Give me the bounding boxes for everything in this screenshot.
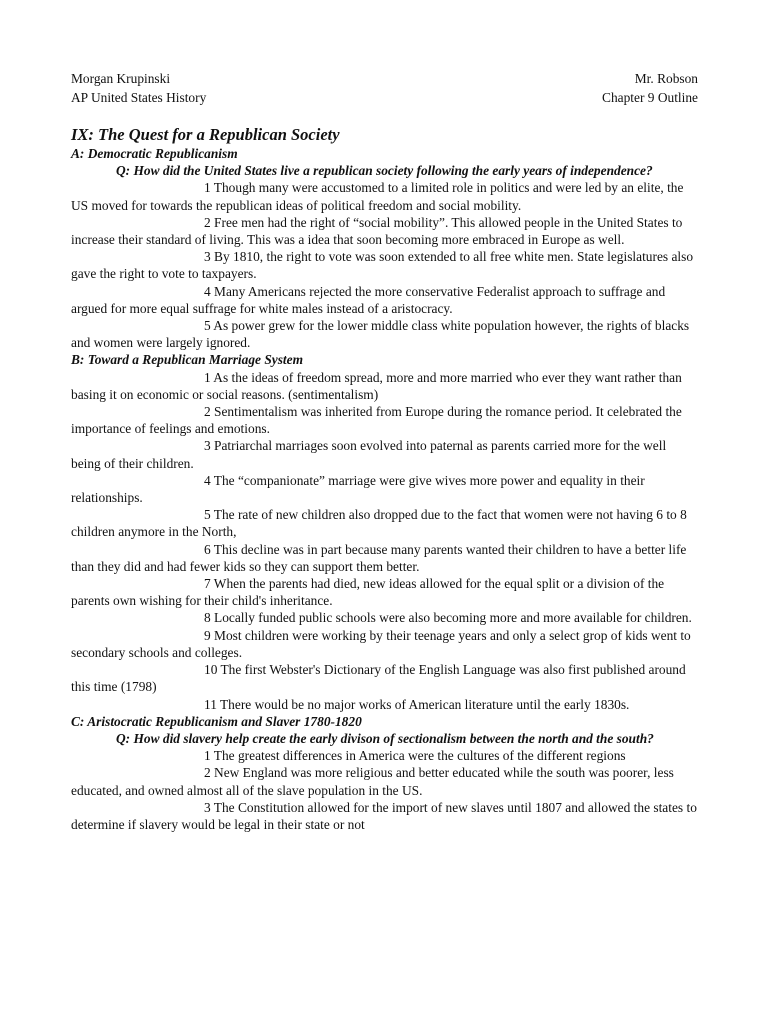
section-heading-a: A: Democratic Republicanism xyxy=(71,146,238,161)
outline-item: 6 This decline was in part because many parents wanted their children to have a better life than they did and had fewer kids so they can support them better. xyxy=(71,541,687,574)
outline-item: 5 As power grew for the lower middle class white population however, the rights of blacks and women were largely ignored. xyxy=(71,318,690,351)
outline-item: 9 Most children were working by their teenage years and only a select grop of kids went to secondary schools and colleges. xyxy=(71,627,691,660)
section-question-c: Q: How did slavery help create the early divison of sectionalism between the north and the south? xyxy=(116,730,654,746)
outline-item: 4 The “companionate” marriage were give wives more power and equality in their relationships. xyxy=(71,472,645,506)
course-name: AP United States History xyxy=(71,90,207,105)
outline-item: 1 As the ideas of freedom spread, more and more married who ever they want rather than basing it on economic or social reasons. (sentimentalism) xyxy=(71,369,682,402)
outline-item: 11 There would be no major works of American literature until the early 1830s. xyxy=(204,696,630,712)
section-heading-b: B: Toward a Republican Marriage System xyxy=(71,352,304,368)
outline-item: 2 New England was more religious and better educated while the south was poorer, less educated, and owned almost all of the slave population in the US. xyxy=(71,765,674,798)
outline-item: 5 The rate of new children also dropped due to the fact that women were not having 6 to 8 children anymore in the North, xyxy=(71,507,687,540)
outline-item: 4 Many Americans rejected the more conservative Federalist approach to suffrage and argued for more equal suffrage for white males instead of a aristocracy. xyxy=(71,283,666,316)
outline-item: 2 Free men had the right of “social mobility”. This allowed people in the United States to increase their standard of living. This was a idea that soon becoming more embraced in Europe as well. xyxy=(71,214,683,248)
author-name: Morgan Krupinski xyxy=(71,71,171,86)
outline-item: 3 The Constitution allowed for the import of new slaves until 1807 and allowed the states to determine if slavery would be legal in their state or not xyxy=(71,799,697,832)
section-question-a: Q: How did the United States live a republican society following the early years of independence? xyxy=(116,163,653,179)
outline-title: IX: The Quest for a Republican Society xyxy=(71,125,340,144)
assignment-name: Chapter 9 Outline xyxy=(602,90,698,105)
outline-item: 8 Locally funded public schools were also becoming more and more available for children. xyxy=(204,610,692,626)
header-row-2 xyxy=(71,89,698,106)
teacher-name: Mr. Robson xyxy=(634,71,698,86)
header-row-1 xyxy=(71,70,698,87)
outline-item: 3 By 1810, the right to vote was soon extended to all free white men. State legislatures also gave the right to vote to taxpayers. xyxy=(71,249,694,282)
outline-item: 2 Sentimentalism was inherited from Europe during the romance period. It celebrated the importance of feelings and emotions. xyxy=(71,404,682,437)
section-heading-c: C: Aristocratic Republicanism and Slaver 1780-1820 xyxy=(71,713,362,729)
outline-body xyxy=(71,125,698,833)
outline-item: 1 The greatest differences in America were the cultures of the different regions xyxy=(204,748,626,764)
outline-item: 1 Though many were accustomed to a limited role in politics and were led by an elite, the US moved for towards the republican ideas of political freedom and social mobility. xyxy=(71,180,684,213)
outline-item: 3 Patriarchal marriages soon evolved into paternal as parents carried more for the well being of their children. xyxy=(71,438,667,471)
outline-item: 7 When the parents had died, new ideas allowed for the equal split or a division of the parents own wishing for their child's inheritance. xyxy=(71,576,665,609)
outline-item: 10 The first Webster's Dictionary of the English Language was also first published around this time (1798) xyxy=(71,662,686,695)
